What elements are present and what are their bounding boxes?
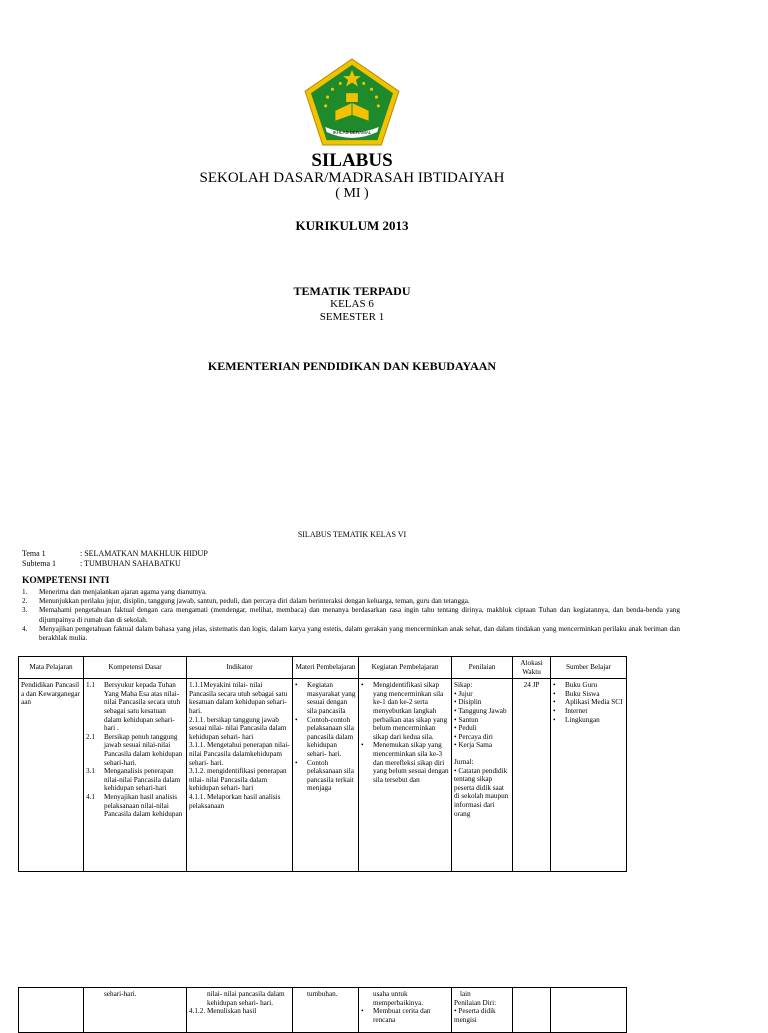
- col-header: Alokasi Waktu: [513, 657, 551, 679]
- subtema-line: [22, 559, 181, 569]
- list-item: • Percaya diri: [454, 732, 493, 741]
- cover-ministry: KEMENTERIAN PENDIDIKAN DAN KEBUDAYAAN: [207, 359, 497, 373]
- list-item: 2.1 Bersikap penuh tanggung jawab sesuai nilai-nilai Pancasila dalam kehidupan sehari-hari.: [86, 732, 183, 767]
- cover-school: SEKOLAH DASAR/MADRASAH IBTIDAIYAH: [199, 170, 505, 186]
- cover-curriculum: KURIKULUM 2013: [295, 218, 409, 233]
- kd-cont: sehari-hari.: [104, 990, 137, 998]
- list-item: • Internet: [553, 706, 588, 715]
- kd-list: [86, 681, 184, 819]
- list-item: • Santun: [454, 715, 479, 724]
- list-item: • Aplikasi Media SCI: [553, 698, 623, 707]
- list-item: • Disiplin: [454, 698, 482, 707]
- kemenag-logo: [303, 58, 401, 146]
- list-item: 4.1 Menyajikan hasil analisis pelaksanaan nilai-nilai Pancasila dalam kehidupan: [86, 792, 183, 819]
- cover-school-abbr: ( MI ): [335, 186, 369, 201]
- col-header: Kegiatan Pembelajaran: [359, 657, 452, 679]
- cover-subject: TEMATIK TERPADU: [293, 284, 411, 298]
- sumber-list: [553, 681, 624, 724]
- cover-title: SILABUS: [311, 150, 393, 171]
- tema-value: : SELAMATKAN MAKHLUK HIDUP: [80, 549, 208, 558]
- ki-list: [22, 588, 680, 643]
- list-item: 3.1 Menganalisis penerapan nilai-nilai Pancasila dalam kehidupan sehari-hari: [86, 767, 181, 793]
- list-item: 3.1.2. mengidentifikasi penerapan nilai- nilai Pancasila dalam kehidupan sehari- hari: [189, 767, 287, 793]
- table-row: [19, 988, 627, 1033]
- kegiatan-list: [361, 681, 449, 784]
- list-item: • Kegiatan masyarakat yang sesuai dengan sila pancasila: [295, 681, 356, 715]
- indikator-cont: [189, 990, 290, 1030]
- cover-semester: SEMESTER 1: [319, 311, 385, 323]
- syllabus-table-continued: [18, 987, 627, 1033]
- penilaian-diri-title: Penilaian Diri:: [454, 998, 497, 1007]
- list-item: 3.1.1. Mengetahui penerapan nilai- nilai Pancasila dalamkehidupam sehari- hari.: [189, 741, 290, 767]
- list-item: • Menemukan sikap yang mencerminkan sila ke-3 dan merefleksi sikap diri yang belum sesuai dengan sila tersebut dan: [361, 741, 449, 784]
- list-item: 1.1 Bersyukur kepada Tuhan Yang Maha Esa atas nilai-nilai Pancasila secara utuh sebagai satu kesatuan dalam kehidupan sehari-hari .: [86, 681, 181, 733]
- col-header: Kompetensi Dasar: [84, 657, 187, 679]
- list-item: • Jujur: [454, 689, 473, 698]
- materi-list: [295, 681, 356, 793]
- syllabus-title: SILABUS TEMATIK KELAS VI: [297, 530, 407, 539]
- alokasi-cell: 24 JP: [523, 681, 540, 690]
- ki-title: KOMPETENSI INTI: [22, 576, 110, 586]
- col-header: Sumber Belajar: [551, 657, 627, 679]
- list-item: 3. Memahami pengetahuan faktual dengan cara mengamati (mendengar, melihat, membaca) dan menanya berdasarkan rasa ingin tahu tentang dirinya, makhluk ciptaan Tuhan dan kegiatannya, dan benda-benda yang dijumpainya di rumah dan di sekolah.: [22, 606, 680, 624]
- kegiatan-list-cont: [361, 1007, 449, 1024]
- list-item: • Lingkungan: [553, 715, 600, 724]
- materi-cont: tumbuhan.: [307, 990, 338, 998]
- kegiatan-cont: usaha untuk memperbaikinya.: [373, 990, 424, 1007]
- indikator-list: [189, 681, 290, 869]
- table-header-row: [19, 657, 627, 679]
- list-item: 2.1.1. bersikap tanggung jawab sesuai nilai- nilai Pancasila dalam kehidupan sehari- hari: [189, 715, 287, 741]
- penilaian-sikap-title: Sikap:: [454, 681, 473, 690]
- list-item: 4. Menyajikan pengetahuan faktual dalam bahasa yang jelas, sistematis dan logis, dalam karya yang estetis, dalam gerakan yang mencerminkan anak sehat, dan dalam tindakan yang mencerminkan perilaku anak beriman dan berakhlak mulia.: [22, 624, 680, 643]
- subtema-value: : TUMBUHAN SAHABATKU: [80, 559, 181, 568]
- subtema-label: Subtema 1: [22, 559, 56, 568]
- col-header: Materi Pembelajaran: [293, 657, 359, 679]
- penilaian-cell: [454, 681, 510, 869]
- logo-motto: IKHLAS BERAMAL: [332, 129, 372, 135]
- col-header: Penilaian: [452, 657, 513, 679]
- tema-label: Tema 1: [22, 549, 46, 558]
- list-item: • Buku Guru: [553, 681, 598, 690]
- col-header: Indikator: [187, 657, 293, 679]
- tema-line: [22, 549, 208, 559]
- list-item: • Catatan pendidik tentang sikap peserta didik saat di sekolah maupun informasi dari orang: [454, 766, 509, 818]
- cover-grade: KELAS 6: [330, 298, 374, 310]
- list-item: • Contoh pelaksanaan sila pancasila terkait menjaga: [295, 758, 354, 793]
- list-item: • Buku Siswa: [553, 689, 600, 698]
- list-item: • Contoh-contoh pelaksanaan sila pancasila dalam kehidupan sehari- hari.: [295, 715, 354, 758]
- subject-cell: Pendidikan Pancasila dan Kewarganegaraan: [21, 681, 80, 707]
- list-item: 2. Menunjukkan perilaku jujur, disiplin, tanggung jawab, santun, peduli, dan percaya diri dalam berinteraksi dengan keluarga, teman, guru dan tetangga.: [22, 597, 470, 606]
- list-item: 4.1.2. Menuliskan hasil: [189, 1007, 257, 1016]
- table-row: [19, 679, 627, 872]
- list-item: • Membuat cerita dan rencana: [361, 1007, 431, 1024]
- penilaian-cont: lain: [460, 990, 471, 998]
- penilaian-jurnal-title: Jurnal:: [454, 757, 474, 766]
- list-item: 4.1.1. Melaporkan hasil analisis pelaksanaan: [189, 792, 281, 810]
- list-item: • Peserta didik mengisi: [454, 1007, 496, 1024]
- list-item: nilai- nilai pancasila dalam kehidupan sehari- hari.: [207, 990, 285, 1007]
- list-item: • Tanggung Jawab: [454, 706, 507, 715]
- list-item: 1.1.1Meyakini nilai- nilai Pancasila secara utuh sebagai satu kesatuan dalam kehidupan sehari- hari.: [189, 681, 288, 715]
- list-item: • Kerja Sama: [454, 741, 493, 750]
- syllabus-table: [18, 656, 627, 872]
- list-item: • Peduli: [454, 724, 477, 733]
- list-item: 1. Menerima dan menjalankan ajaran agama yang dianutnya.: [22, 588, 207, 596]
- col-header: Mata Pelajaran: [19, 657, 84, 679]
- list-item: • Mengidentifikasi sikap yang mencerminkan sila ke-1 dan ke-2 serta menyebutkan langkah perbaikan atas sikap yang belum mencerminkan sikap dari kedua sila.: [361, 681, 448, 741]
